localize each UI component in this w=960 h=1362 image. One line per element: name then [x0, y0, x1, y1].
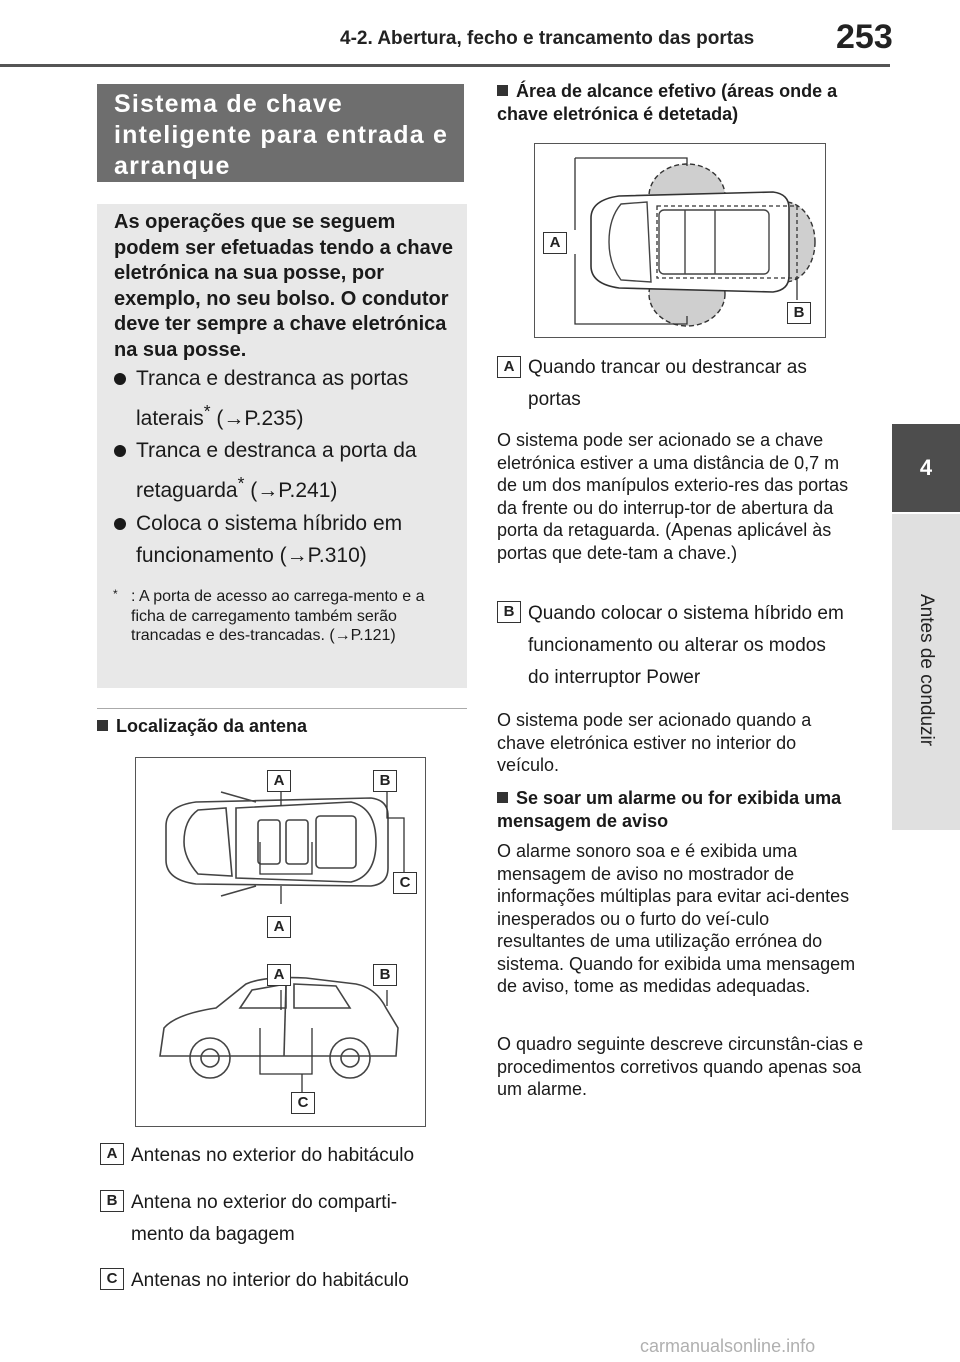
- area-label-a: A: [497, 356, 521, 378]
- bullet-text: Tranca e destranca a porta da retaguarda: [136, 439, 417, 502]
- area-label-b: B: [497, 601, 521, 623]
- figure-label-b: B: [787, 302, 811, 324]
- square-bullet-icon: [497, 85, 508, 96]
- bullet-item: [136, 363, 461, 435]
- legend-text: Antenas no exterior do habitáculo: [131, 1145, 415, 1166]
- car-diagram-icon: [136, 758, 425, 1126]
- watermark: carmanualsonline.info: [640, 1336, 816, 1356]
- bullet-text: Tranca e destranca as portas laterais: [136, 367, 409, 430]
- footnote-text: : A porta de acesso ao carrega-mento e a ficha de carregamento também serão trancadas e des-trancadas. (→P.121): [131, 588, 425, 644]
- legend-label-b: B: [100, 1190, 124, 1212]
- bullet-text: Coloca o sistema híbrido em funcionamento: [136, 512, 403, 567]
- page-reference-link[interactable]: (→P.310): [279, 544, 367, 567]
- figure-label-a: A: [267, 964, 291, 986]
- bullet-item: [136, 508, 461, 572]
- area-caption: Quando colocar o sistema híbrido em funcionamento ou alterar os modos do interruptor Power: [528, 603, 844, 688]
- header-divider: [0, 64, 890, 67]
- square-bullet-icon: [497, 792, 508, 803]
- detection-area-figure: [534, 143, 826, 338]
- alarm-paragraph: O alarme sonoro soa e é exibida uma mensagem de aviso no mostrador de informações múltiplas para evitar aci-dentes inesperados ou o furto do veí-culo resultantes de uma utilização errónea do sistema. Quando for exibida uma mensagem de aviso, tome as medidas adequadas.: [497, 841, 856, 996]
- footnote-mark: *: [203, 401, 211, 421]
- page-number: 253: [836, 18, 893, 56]
- area-caption: Quando trancar ou destrancar as portas: [528, 357, 807, 410]
- bullet-dot-icon: [114, 518, 126, 530]
- legend-text: Antena no exterior do comparti-mento da bagagem: [131, 1192, 398, 1245]
- figure-label-a: A: [543, 232, 567, 254]
- figure-label-a: A: [267, 770, 291, 792]
- section-divider: [97, 708, 467, 709]
- figure-label-c: C: [393, 872, 417, 894]
- alarm-heading: Se soar um alarme ou for exibida uma mensagem de aviso: [497, 788, 842, 831]
- antenna-heading: Localização da antena: [97, 715, 307, 738]
- figure-label-c: C: [291, 1092, 315, 1114]
- bullet-item: [136, 435, 461, 507]
- bullet-dot-icon: [114, 373, 126, 385]
- legend-label-c: C: [100, 1268, 124, 1290]
- detection-area-heading: Área de alcance efetivo (áreas onde a chave eletrónica é detetada): [497, 81, 838, 124]
- area-description: O sistema pode ser acionado quando a chave eletrónica estiver no interior do veículo.: [497, 710, 812, 775]
- page-reference-link[interactable]: (→P.241): [250, 479, 338, 502]
- chapter-label: Antes de conduzir: [916, 593, 937, 747]
- figure-label-b: B: [373, 770, 397, 792]
- footnote-mark: *: [237, 473, 245, 493]
- legend-text: Antenas no interior do habitáculo: [131, 1270, 409, 1291]
- chapter-number-tab[interactable]: 4: [892, 424, 960, 512]
- square-bullet-icon: [97, 720, 108, 731]
- section-title: 4-2. Abertura, fecho e trancamento das portas: [340, 28, 755, 49]
- car-detection-area-icon: [535, 144, 825, 337]
- page-title: Sistema de chave inteligente para entrada e arranque: [114, 90, 449, 180]
- bullet-dot-icon: [114, 445, 126, 457]
- footnote-star: *: [113, 587, 118, 601]
- figure-label-a: A: [267, 916, 291, 938]
- legend-label-a: A: [100, 1143, 124, 1165]
- page-reference-link[interactable]: (→P.235): [216, 407, 304, 430]
- alarm-paragraph: O quadro seguinte descreve circunstân-cias e procedimentos corretivos quando apenas soa um alarme.: [497, 1034, 864, 1099]
- info-intro: As operações que se seguem podem ser efetuadas tendo a chave eletrónica na sua posse, por exemplo, no seu bolso. O condutor deve ter sempre a chave eletrónica na sua posse.: [114, 211, 454, 361]
- area-description: O sistema pode ser acionado se a chave eletrónica estiver a uma distância de 0,7 m de um dos manípulos exterio-res das portas da frente ou do interrup-tor de abertura da porta da retaguarda. (Apenas aplicável às portas que dete-tam a chave.): [497, 430, 849, 563]
- antenna-location-figure: [135, 757, 426, 1127]
- figure-label-b: B: [373, 964, 397, 986]
